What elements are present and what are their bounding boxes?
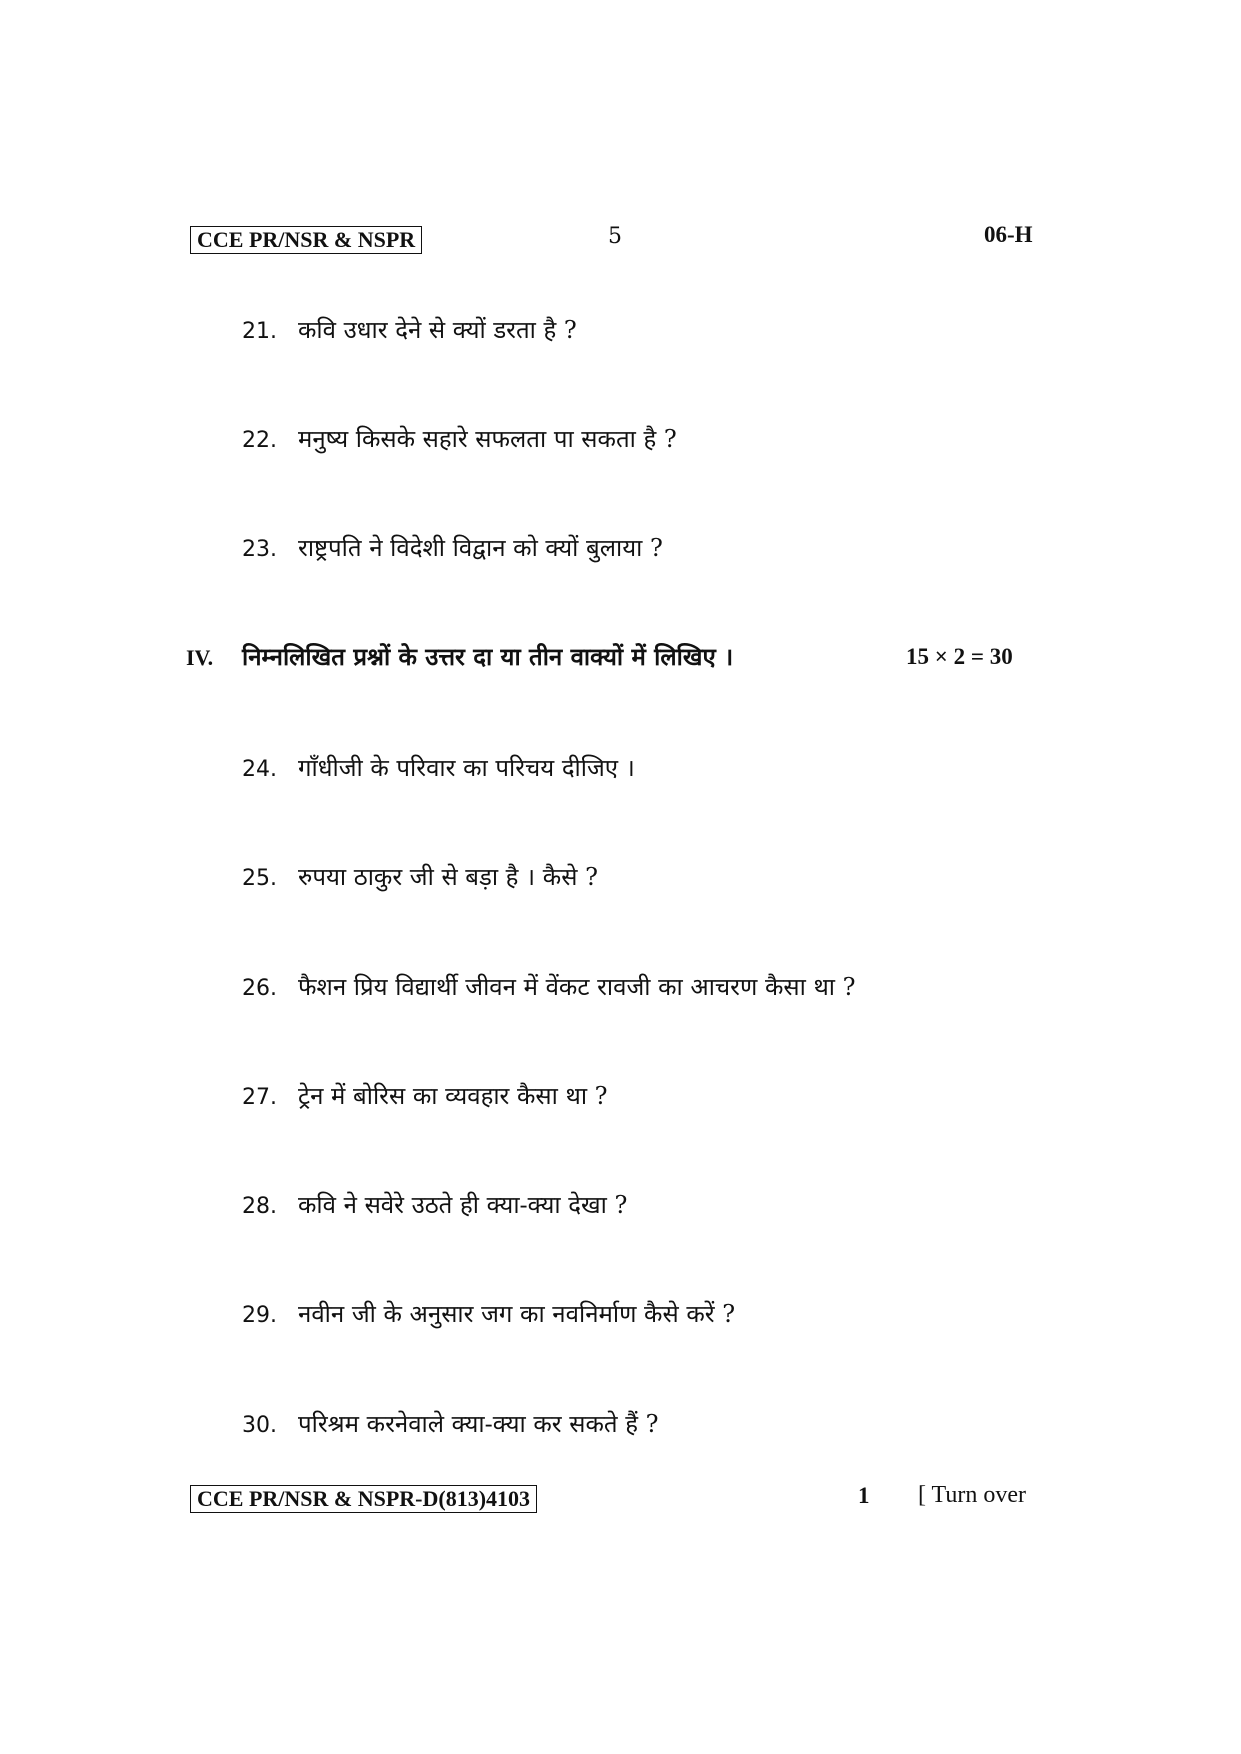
section-number: IV. [186,645,214,670]
question-text: कवि ने सवेरे उठते ही क्या-क्या देखा ? [298,1191,628,1219]
question-26 [242,971,856,1005]
question-number: 21. [242,319,277,344]
question-21 [242,314,577,348]
question-text: रुपया ठाकुर जी से बड़ा है । कैसे ? [298,863,598,891]
question-text: परिश्रम करनेवाले क्या-क्या कर सकते हैं ? [298,1410,659,1438]
footer-code-box: CCE PR/NSR & NSPR-D(813)4103 [190,1485,537,1513]
page-number: 5 [608,224,622,249]
question-text: कवि उधार देने से क्यों डरता है ? [298,316,577,344]
question-30 [242,1408,658,1442]
question-22 [242,423,677,457]
turn-over-note: [ Turn over [918,1482,1027,1508]
question-text: नवीन जी के अनुसार जग का नवनिर्माण कैसे करें ? [298,1300,736,1328]
section-heading [186,641,733,674]
question-25 [242,861,598,895]
question-28 [242,1189,627,1223]
question-number: 30. [242,1413,277,1438]
question-text: मनुष्य किसके सहारे सफलता पा सकता है ? [298,425,677,453]
section-instruction: निम्नलिखित प्रश्नों के उत्तर दा या तीन वाक्यों में लिखिए । [242,642,734,671]
question-number: 28. [242,1194,277,1219]
question-number: 29. [242,1303,277,1328]
paper-code: 06-H [984,222,1033,247]
question-text: फैशन प्रिय विद्यार्थी जीवन में वेंकट रावजी का आचरण कैसा था ? [298,973,856,1001]
question-number: 27. [242,1085,277,1110]
question-27 [242,1080,608,1114]
question-number: 26. [242,976,277,1001]
section-marks: 15 × 2 = 30 [906,644,1013,669]
question-24 [242,752,635,786]
question-number: 22. [242,428,277,453]
question-number: 24. [242,757,277,782]
question-text: राष्ट्रपति ने विदेशी विद्वान को क्यों बुलाया ? [298,534,663,562]
question-text: गाँधीजी के परिवार का परिचय दीजिए । [298,754,635,782]
question-number: 25. [242,866,277,891]
question-text: ट्रेन में बोरिस का व्यवहार कैसा था ? [298,1082,608,1110]
question-23 [242,532,663,566]
question-number: 23. [242,537,277,562]
header-code-box: CCE PR/NSR & NSPR [190,226,422,254]
sheet-number: 1 [858,1483,870,1508]
question-29 [242,1298,735,1332]
